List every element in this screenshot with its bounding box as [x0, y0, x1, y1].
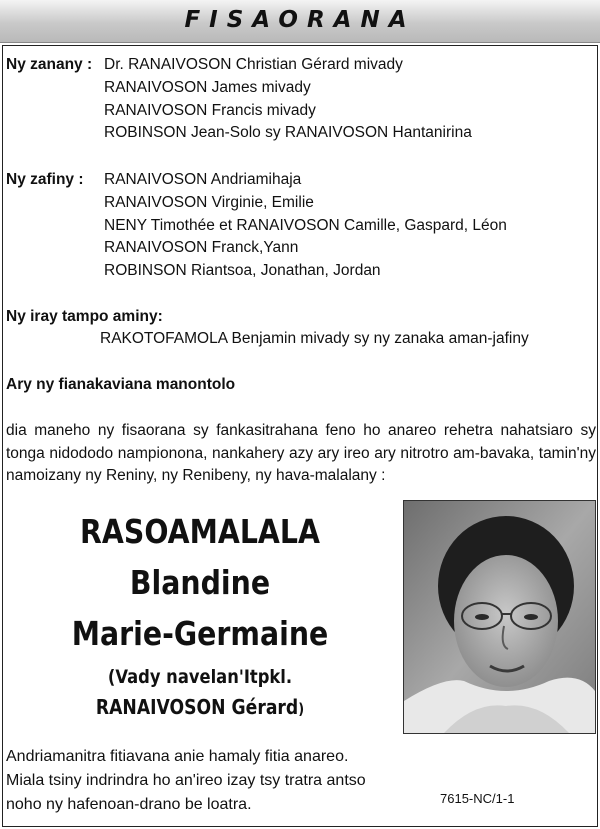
- closing-line: Andriamanitra fitiavana anie hamaly fitia anareo.: [6, 748, 349, 765]
- deceased-surname: RASOAMALALA: [80, 512, 320, 551]
- reference-code: 7615-NC/1-1: [440, 791, 515, 806]
- zanany-name: ROBINSON Jean-Solo sy RANAIVOSON Hantanirina: [104, 124, 472, 141]
- zafiny-label: Ny zafiny :: [6, 171, 84, 188]
- tampo-label: Ny iray tampo aminy:: [6, 308, 163, 325]
- thanks-message: dia maneho ny fisaorana sy fankasitrahana feno ho anareo rehetra nahatsiaro sy tonga nidododo nampionona, nankahery azy ary ireo ary nitrotro am-bavaka, tamin'ny namoizany ny Reniny, ny Renibeny, ny hava-malalany :: [6, 422, 596, 484]
- deceased-secondname: Marie-Germaine: [71, 614, 329, 653]
- spouse-name: RANAIVOSON Gérard: [95, 695, 299, 719]
- zafiny-name: ROBINSON Riantsoa, Jonathan, Jordan: [104, 262, 381, 279]
- spouse-note-line2: [28, 694, 372, 722]
- spouse-note-paren: ): [298, 700, 305, 718]
- zanany-name: RANAIVOSON Francis mivady: [104, 102, 316, 119]
- page-title: FISAORANA: [184, 7, 416, 33]
- portrait-image: [404, 501, 595, 733]
- deceased-photo: [403, 500, 596, 734]
- tampo-name: RAKOTOFAMOLA Benjamin mivady sy ny zanaka aman-jafiny: [100, 330, 529, 347]
- header-banner: [0, 0, 600, 43]
- fianakaviana-label: Ary ny fianakaviana manontolo: [6, 376, 236, 393]
- closing-line: Miala tsiny indrindra ho an'ireo izay tsy tratra antso: [6, 772, 366, 789]
- zafiny-name: RANAIVOSON Andriamihaja: [104, 171, 302, 188]
- spouse-note-line1: (Vady navelan'Itpkl.: [107, 666, 293, 688]
- zanany-name: Dr. RANAIVOSON Christian Gérard mivady: [104, 56, 403, 73]
- zafiny-name: NENY Timothée et RANAIVOSON Camille, Gaspard, Léon: [104, 217, 507, 234]
- zanany-name: RANAIVOSON James mivady: [104, 79, 311, 96]
- closing-line: noho ny hafenoan-drano be loatra.: [6, 796, 252, 813]
- zafiny-name: RANAIVOSON Franck,Yann: [104, 239, 299, 256]
- zafiny-name: RANAIVOSON Virginie, Emilie: [104, 194, 314, 211]
- zanany-label: Ny zanany :: [6, 56, 93, 73]
- deceased-firstname: Blandine: [129, 563, 271, 602]
